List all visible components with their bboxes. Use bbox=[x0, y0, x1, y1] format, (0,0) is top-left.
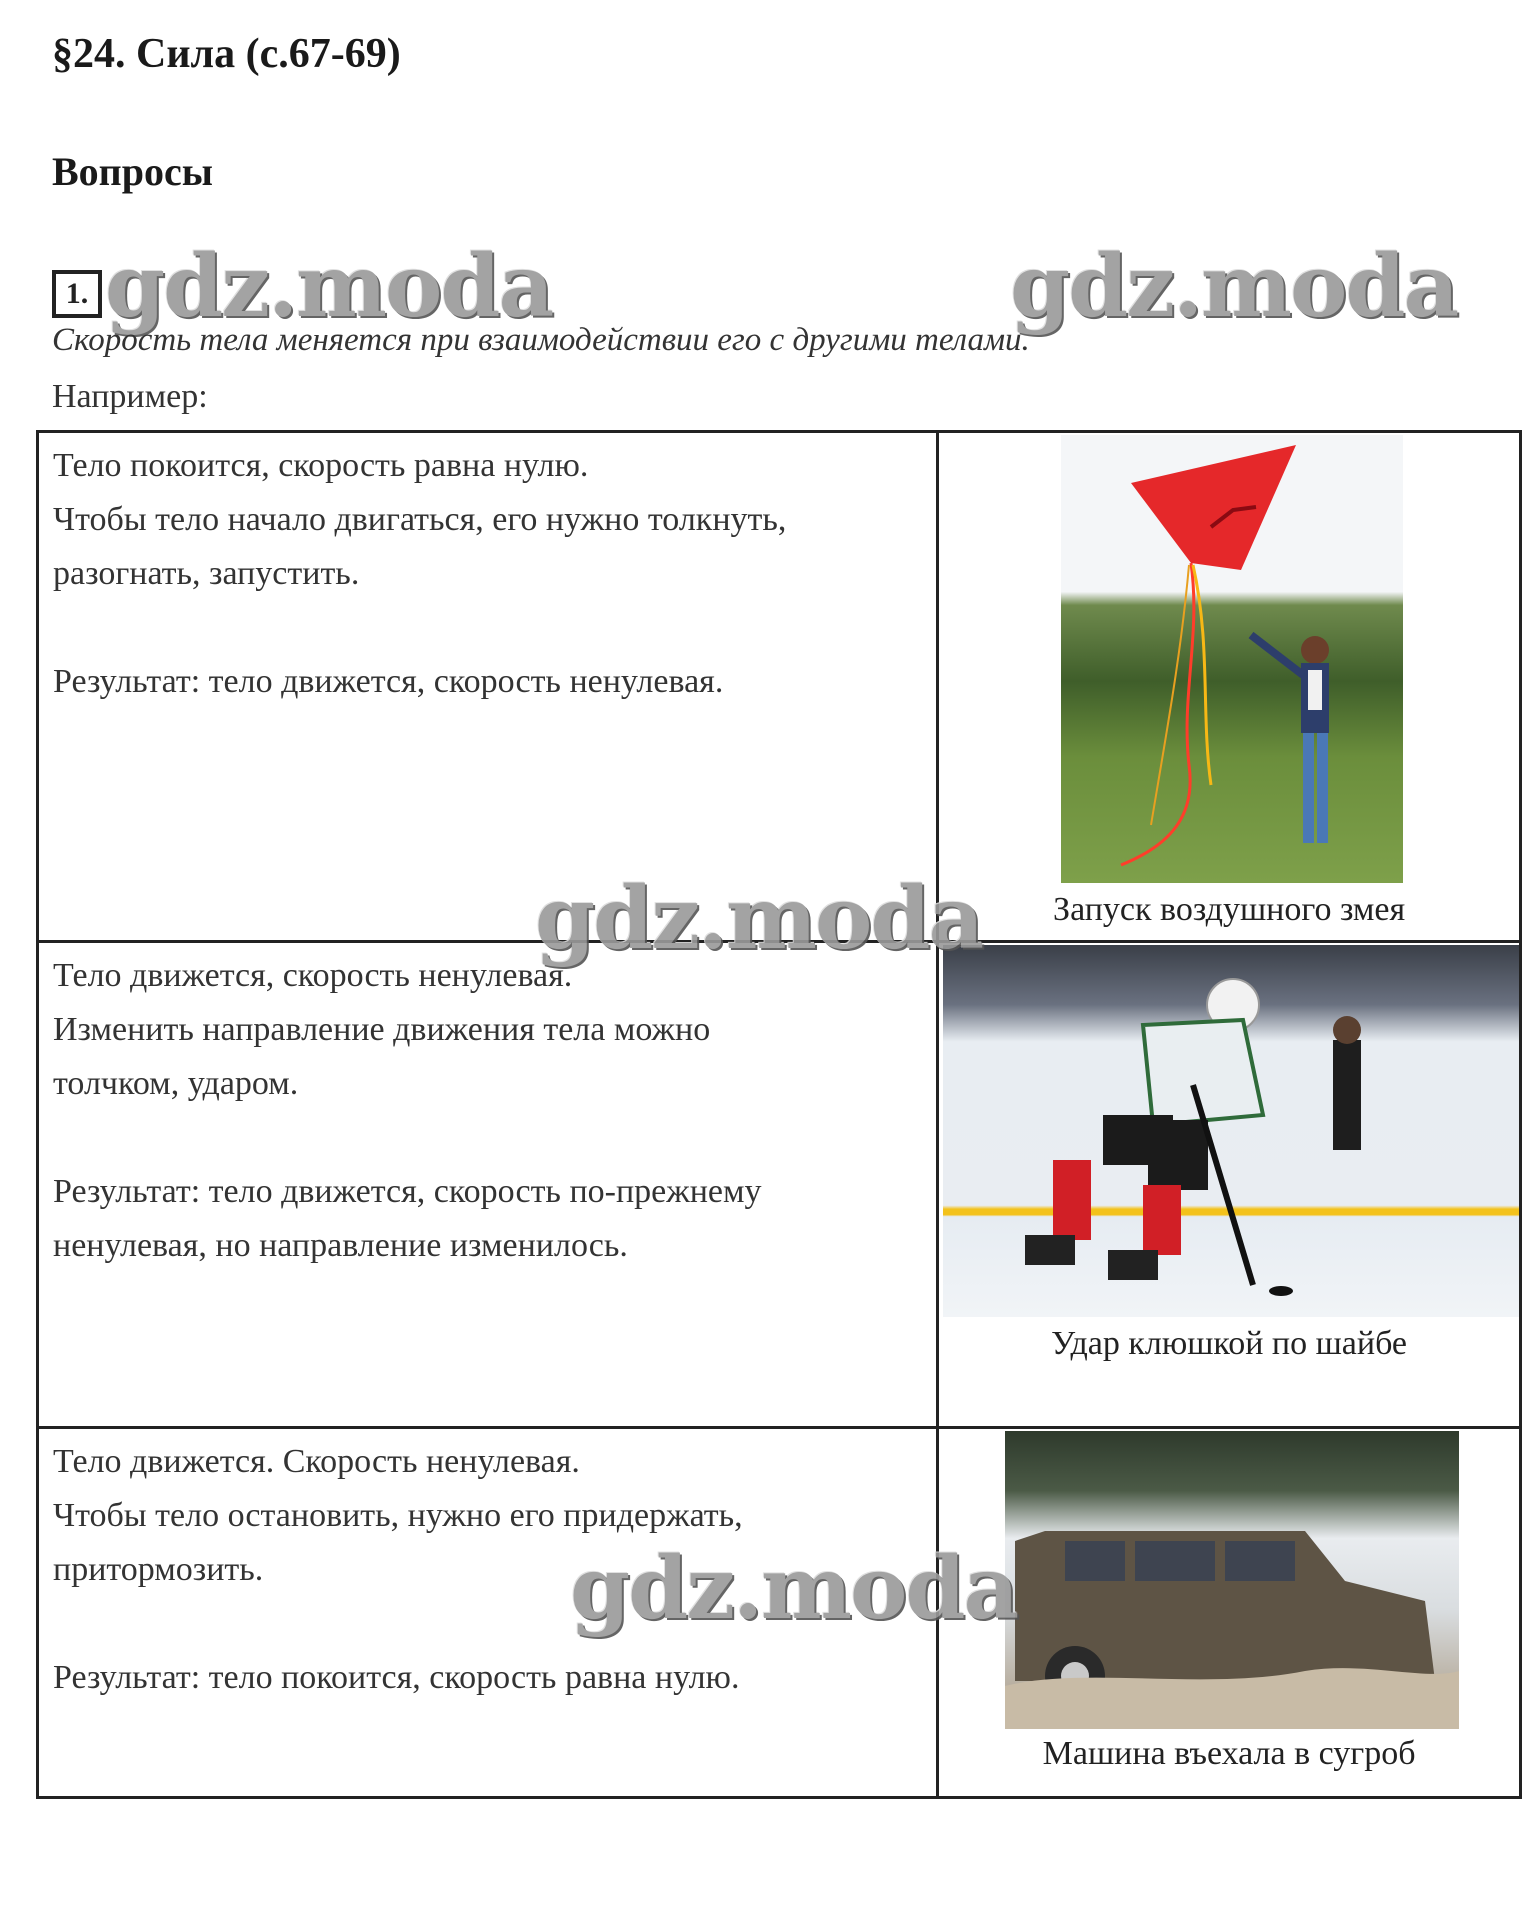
row-line: Тело движется. Скорость ненулевая. bbox=[53, 1443, 580, 1480]
row-image-cell bbox=[938, 1428, 1521, 1798]
watermark-top-left: gdz.moda bbox=[105, 236, 553, 337]
hockey-photo bbox=[943, 945, 1519, 1317]
example-label: Например: bbox=[52, 378, 208, 415]
row-line: Чтобы тело начало двигаться, его нужно толкнуть, bbox=[53, 501, 787, 538]
row-result-line: Результат: тело движется, скорость по-прежнему bbox=[53, 1173, 762, 1210]
question-intro: Скорость тела меняется при взаимодействии его с другими телами. bbox=[52, 322, 1030, 358]
row-image-cell bbox=[938, 432, 1521, 942]
row-line: толчком, ударом. bbox=[53, 1065, 299, 1102]
row-line: Тело движется, скорость ненулевая. bbox=[53, 957, 573, 994]
kite-photo bbox=[1061, 435, 1403, 883]
table-row bbox=[38, 942, 1521, 1428]
row-result: Результат: тело движется, скорость ненулевая. bbox=[53, 663, 724, 700]
row-line: Изменить направление движения тела можно bbox=[53, 1011, 711, 1048]
row-line: Чтобы тело остановить, нужно его придержать, bbox=[53, 1497, 743, 1534]
car-illustration bbox=[1005, 1431, 1459, 1729]
kite-illustration bbox=[1061, 435, 1403, 883]
row-image-cell bbox=[938, 942, 1521, 1428]
row-line: Тело покоится, скорость равна нулю. bbox=[53, 447, 589, 484]
car-photo bbox=[1005, 1431, 1459, 1729]
row-caption: Запуск воздушного змея bbox=[1053, 891, 1406, 928]
watermark-middle: gdz.moda bbox=[535, 868, 983, 969]
row-line: притормозить. bbox=[53, 1551, 264, 1588]
row-caption: Удар клюшкой по шайбе bbox=[1051, 1325, 1408, 1362]
row-line: разогнать, запустить. bbox=[53, 555, 360, 592]
watermark-top-right: gdz.moda bbox=[1010, 236, 1458, 337]
row-result-line: ненулевая, но направление изменилось. bbox=[53, 1227, 628, 1264]
page-title: §24. Сила (с.67-69) bbox=[52, 31, 401, 77]
row-text-cell bbox=[38, 432, 938, 942]
hockey-illustration bbox=[943, 945, 1519, 1317]
row-caption: Машина въехала в сугроб bbox=[1042, 1735, 1416, 1772]
row-result: Результат: тело покоится, скорость равна нулю. bbox=[53, 1659, 740, 1696]
table-row bbox=[38, 432, 1521, 942]
question-number-box: 1. bbox=[52, 270, 102, 318]
watermark-bottom: gdz.moda bbox=[570, 1538, 1018, 1639]
row-text-cell bbox=[38, 942, 938, 1428]
section-heading: Вопросы bbox=[52, 149, 213, 194]
